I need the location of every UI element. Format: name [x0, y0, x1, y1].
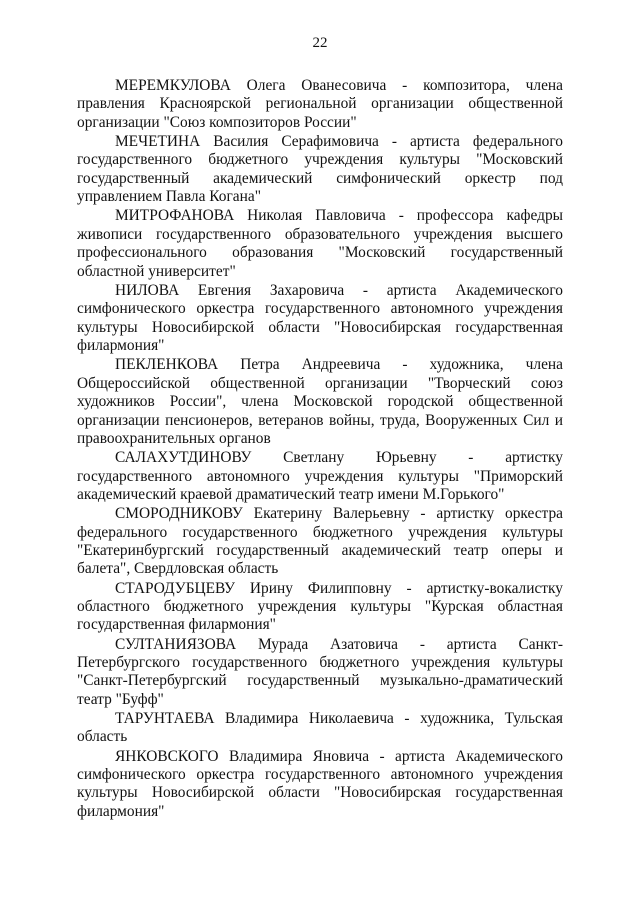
award-list: [77, 77, 563, 821]
list-item: МЕРЕМКУЛОВА Олега Ованесовича - композитора, члена правления Красноярской региональной организации общественной организации "Союз композиторов России": [77, 77, 563, 131]
list-item: СМОРОДНИКОВУ Екатерину Валерьевну - артистку оркестра федерального государственного бюджетного учреждения культуры "Екатеринбургский государственный академический театр оперы и балета", Свердловская область: [77, 505, 563, 578]
list-item: НИЛОВА Евгения Захаровича - артиста Академического симфонического оркестра государственного автономного учреждения культуры Новосибирской области "Новосибирская государственная филармония": [77, 281, 563, 355]
list-item: МЕЧЕТИНА Василия Серафимовича - артиста федерального государственного бюджетного учреждения культуры "Московский государственный академический симфонический оркестр под управлением Павла Когана": [77, 133, 563, 206]
list-item: СТАРОДУБЦЕВУ Ирину Филипповну - артистку-вокалистку областного бюджетного учреждения культуры "Курская областная государственная филармония": [77, 579, 563, 634]
list-item: ЯНКОВСКОГО Владимира Яновича - артиста Академического симфонического оркестра государственного автономного учреждения культуры Новосибирской области "Новосибирская государственная филармония": [77, 747, 563, 820]
list-item: МИТРОФАНОВА Николая Павловича - профессора кафедры живописи государственного образовательного учреждения высшего профессионального образования "Московский государственный областной университет": [77, 207, 563, 280]
list-item: СУЛТАНИЯЗОВА Мурада Азатовича - артиста Санкт-Петербургского государственного бюджетного учреждения культуры "Санкт-Петербургский государственный музыкально-драматический театр "Буфф": [77, 635, 563, 708]
list-item: САЛАХУТДИНОВУ Светлану Юрьевну - артистку государственного автономного учреждения культуры "Приморский академический краевой драматический театр имени М.Горького": [77, 449, 563, 503]
page-number: 22: [312, 35, 328, 51]
list-item: ПЕКЛЕНКОВА Петра Андреевича - художника, члена Общероссийской общественной организации "Творческий союз художников России", члена Московской городской общественной организации пенсионеров, ветеранов войны, труда, Вооруженных Сил и правоохранительных органов: [77, 356, 563, 447]
list-item: ТАРУНТАЕВА Владимира Николаевича - художника, Тульская область: [77, 709, 563, 746]
